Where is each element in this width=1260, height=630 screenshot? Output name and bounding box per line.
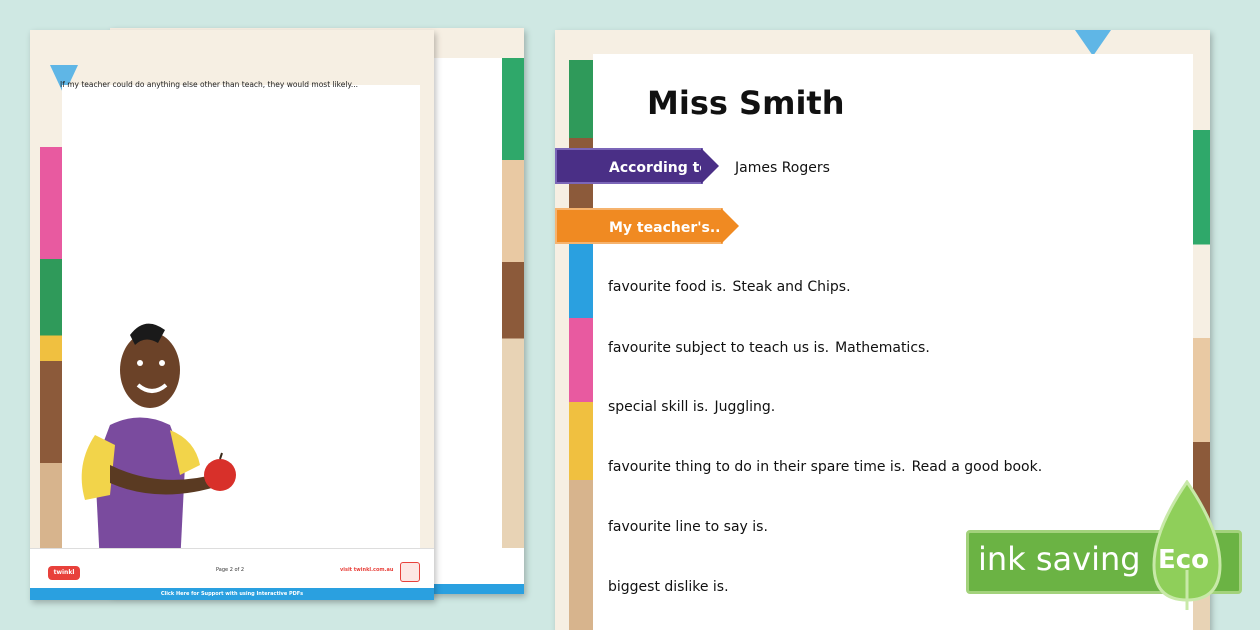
list-item (608, 399, 775, 415)
quality-badge-icon (400, 562, 420, 582)
item-prompt: favourite line to say is. (608, 519, 768, 535)
according-to-tag (555, 148, 721, 184)
item-prompt: favourite subject to teach us is. (608, 340, 830, 356)
eco-label: Eco (1158, 545, 1210, 575)
list-item (608, 340, 930, 356)
boy-with-apple-illustration (70, 315, 250, 570)
page-number: Page 2 of 2 (216, 567, 245, 573)
twinkl-logo: twinkl (48, 566, 80, 580)
eco-badge-text: ink saving (978, 540, 1141, 578)
support-bar-link[interactable]: Click Here for Support with using Interactive PDFs (30, 588, 434, 600)
back-page-border-art (502, 58, 524, 568)
item-prompt: favourite thing to do in their spare time is. (608, 459, 906, 475)
left-page (30, 30, 434, 600)
author-field[interactable]: James Rogers (735, 160, 830, 176)
list-item (608, 459, 1042, 475)
list-item (608, 579, 735, 595)
list-item (608, 279, 851, 295)
item-answer-field[interactable]: Juggling. (714, 399, 776, 415)
my-teacher-label: My teacher's... (555, 208, 723, 244)
site-link[interactable]: visit twinkl.com.au (340, 567, 394, 573)
teacher-name[interactable]: Miss Smith (647, 84, 845, 122)
right-page-left-border (569, 30, 593, 630)
item-prompt: biggest dislike is. (608, 579, 729, 595)
item-answer-field[interactable]: Mathematics. (835, 340, 930, 356)
item-answer-field[interactable]: Read a good book. (911, 459, 1043, 475)
item-prompt: favourite food is. (608, 279, 727, 295)
list-item (608, 519, 774, 535)
item-prompt: special skill is. (608, 399, 709, 415)
back-page-sheet (432, 58, 502, 568)
writing-prompt: If my teacher could do anything else other than teach, they would most likely... (60, 80, 358, 89)
item-answer-field[interactable]: Steak and Chips. (732, 279, 851, 295)
bunting-flag (1075, 30, 1111, 56)
tag-arrow-icon (721, 208, 739, 244)
tag-arrow-icon (701, 148, 719, 184)
according-to-label: According to: (555, 148, 703, 184)
my-teacher-tag (555, 208, 743, 244)
left-border-wall (40, 55, 62, 565)
